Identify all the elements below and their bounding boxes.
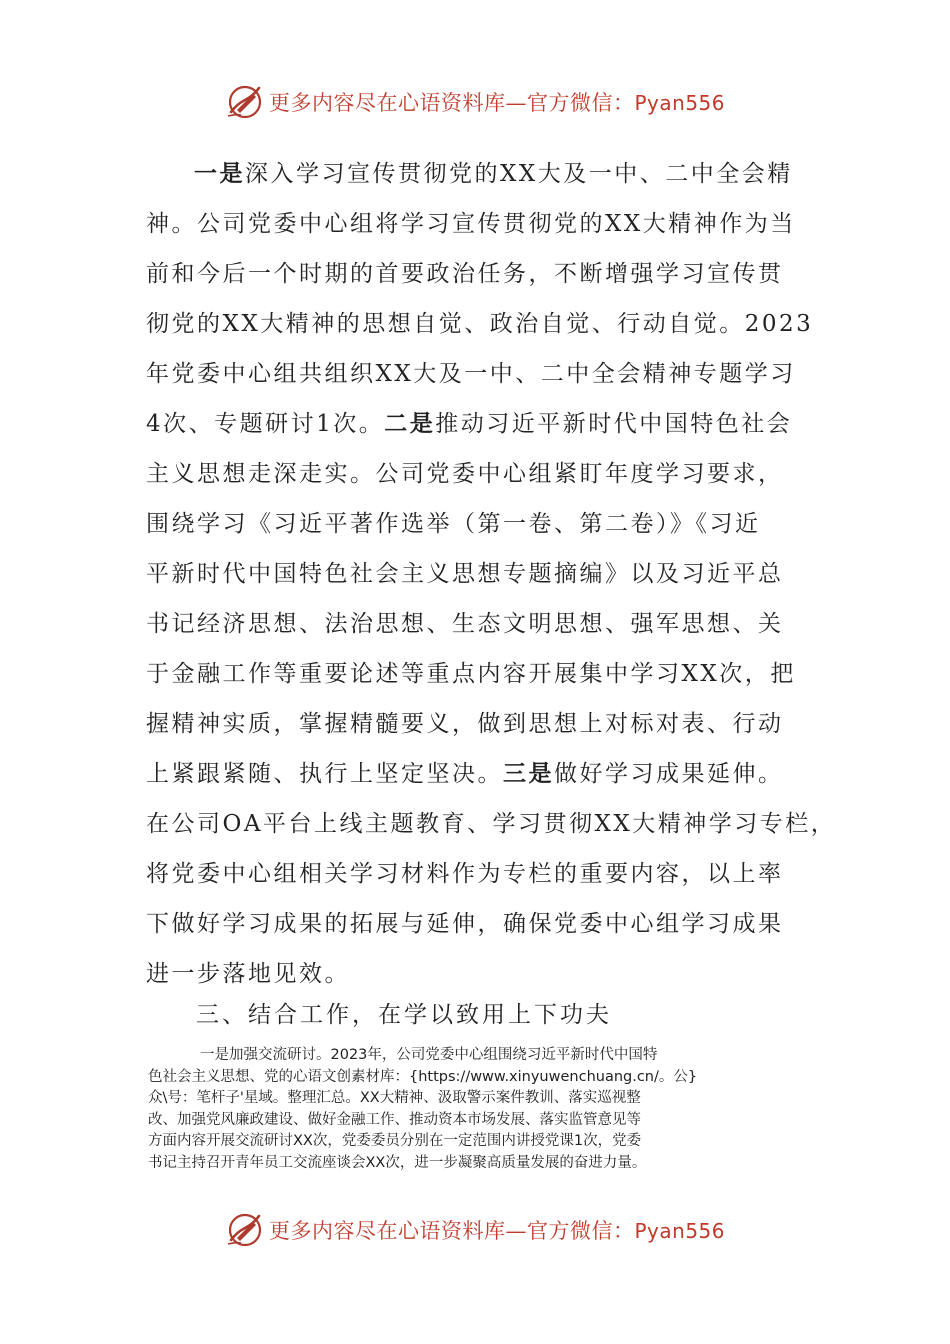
body-line [146,449,816,499]
small-paragraph [148,1045,808,1174]
body-line [146,749,816,799]
body-line [146,249,816,299]
body-line-text: 彻党的XX大精神的思想自觉、政治自觉、行动自觉。2023 [146,311,814,337]
body-line-text: 前和今后一个时期的首要政治任务，不断增强学习宣传贯 [146,261,784,287]
body-line [146,849,816,899]
pen-logo-icon [225,1210,265,1250]
body-line [146,349,816,399]
body-line [146,499,816,549]
small-line: 一是加强交流研讨。2023年，公司党委中心组围绕习近平新时代中国特 [200,1047,658,1063]
body-line-text: 进一步落地见效。 [146,961,350,987]
body-line-text: 围绕学习《习近平著作选举（第一卷、第二卷）》《习近 [146,511,761,537]
body-line-text: 推动习近平新时代中国特色社会 [435,411,793,437]
body-line-text: 深入学习宣传贯彻党的XX大及一中、二中全会精 [245,161,793,187]
body-line-text: 做好学习成果延伸。 [554,761,784,787]
body-line-text: 平新时代中国特色社会主义思想专题摘编》以及习近平总 [146,561,784,587]
body-line [146,399,816,449]
body-line [146,649,816,699]
body-line [146,199,816,249]
body-line-text: 年党委中心组共组织XX大及一中、二中全会精神专题学习 [146,361,796,387]
body-line-emphasis: 二是 [384,410,436,437]
small-line: 方面内容开展交流研讨XX次，党委委员分别在一定范围内讲授党课1次，党委 [148,1133,642,1149]
body-line [146,599,816,649]
watermark-banner-top [0,82,950,122]
body-line [146,949,816,999]
body-line [146,699,816,749]
small-line: 众\号：笔杆子'星域。整理汇总。XX大精神、汲取警示案件教训、落实巡视整 [148,1090,641,1106]
body-line-text: 握精神实质，掌握精髓要义，做到思想上对标对表、行动 [146,711,784,737]
body-line [146,799,837,849]
body-line-text: 神。公司党委中心组将学习宣传贯彻党的XX大精神作为当 [146,211,796,237]
body-line-text: 下做好学习成果的拓展与延伸，确保党委中心组学习成果 [146,911,784,937]
body-line-text: 上紧跟紧随、执行上坚定坚决。 [146,761,503,787]
body-line [146,899,816,949]
body-line [146,299,816,349]
body-paragraph [146,149,837,999]
body-line-text: 将党委中心组相关学习材料作为专栏的重要内容，以上率 [146,861,784,887]
body-line [146,549,816,599]
body-line-emphasis: 一是 [194,160,245,187]
body-line [146,149,816,199]
small-line: 改、加强党风廉政建设、做好金融工作、推动资本市场发展、落实监管意见等 [148,1111,641,1128]
watermark-text: 更多内容尽在心语资料库—官方微信：Pyan556 [268,1219,725,1243]
body-line-emphasis: 三是 [503,760,554,787]
body-line-text: 在公司OA平台上线主题教育、学习贯彻XX大精神学习专栏， [146,811,837,837]
pen-logo-icon [225,82,265,122]
body-line-text: 书记经济思想、法治思想、生态文明思想、强军思想、关 [146,611,784,637]
section-heading: 三、结合工作，在学以致用上下功夫 [196,1002,612,1028]
watermark-banner-bottom [0,1210,950,1250]
watermark-text: 更多内容尽在心语资料库—官方微信：Pyan556 [268,91,725,115]
body-line-text: 主义思想走深走实。公司党委中心组紧盯年度学习要求， [146,461,784,487]
small-line: 色社会主义思想、党的心语文创素材库：{https://www.xinyuwenchuang.cn/。公} [148,1068,698,1085]
body-line-text: 于金融工作等重要论述等重点内容开展集中学习XX次，把 [146,661,796,687]
small-line: 书记主持召开青年员工交流座谈会XX次，进一步凝聚高质量发展的奋进力量。 [148,1154,647,1171]
body-line-text: 4次、专题研讨1次。 [146,411,385,437]
